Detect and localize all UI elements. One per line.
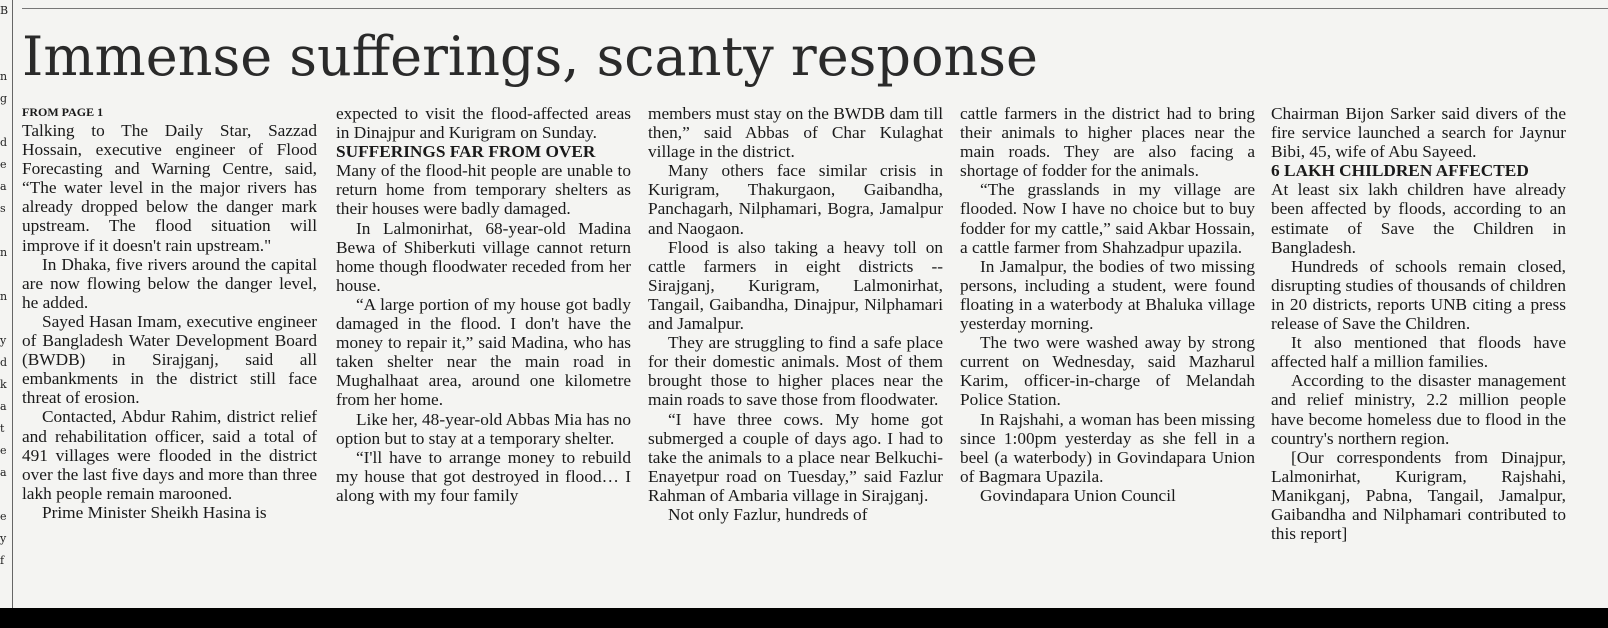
prev-column-fragment: e — [0, 510, 7, 523]
article-paragraph: Flood is also taking a heavy toll on cattle farmers in eight districts -- Sirajganj, Kurigram, Lalmonirhat, Tangail, Gaibandha, Dinajpur, Nilphamari and Jamalpur. — [648, 237, 943, 334]
article-paragraph: [Our correspondents from Dinajpur, Lalmonirhat, Kurigram, Rajshahi, Manikganj, Pabna, Tangail, Jamalpur, Gaibandha and Nilphamari contributed to this report] — [1271, 447, 1566, 544]
article-paragraph: Govindapara Union Council — [980, 485, 1176, 505]
bottom-bar — [0, 608, 1608, 628]
prev-column-fragment — [0, 22, 8, 44]
article-paragraph: Not only Fazlur, hundreds of — [668, 504, 868, 524]
headline: Immense sufferings, scanty response — [22, 25, 1038, 88]
previous-article-edge — [0, 0, 8, 628]
article-column-3 — [648, 104, 943, 608]
article-paragraph: “I'll have to arrange money to rebuild my house that got destroyed in flood… I along with my four family — [336, 447, 631, 505]
article-paragraph: In Jamalpur, the bodies of two missing persons, including a student, were found floating in a waterbody at Bhaluka village yesterday morning. — [960, 256, 1255, 334]
prev-column-fragment: a — [0, 400, 7, 413]
article-paragraph: Chairman Bijon Sarker said divers of the fire service launched a search for Jaynur Bibi, 45, wife of Abu Sayeed. — [1271, 104, 1566, 162]
prev-column-fragment: d — [0, 356, 8, 369]
prev-column-fragment: a — [0, 180, 7, 193]
section-subhead: 6 LAKH CHILDREN AFFECTED — [1271, 161, 1529, 181]
jump-kicker: FROM PAGE 1 — [22, 106, 104, 119]
article-paragraph: members must stay on the BWDB dam till then,” said Abbas of Char Kulaghat village in the district. — [648, 104, 943, 162]
prev-column-fragment: d — [0, 136, 8, 149]
article-paragraph: According to the disaster management and relief ministry, 2.2 million people have become homeless due to flood in the country's northern region. — [1271, 371, 1566, 448]
article-column-1 — [22, 106, 317, 610]
prev-column-fragment: t — [0, 422, 5, 435]
article-paragraph: At least six lakh children have already been affected by floods, according to an estimate of Save the Children in Bangladesh. — [1271, 180, 1566, 257]
top-rule — [22, 8, 1608, 9]
prev-column-fragment: B — [0, 4, 8, 17]
article-paragraph: It also mentioned that floods have affected half a million families. — [1271, 333, 1566, 372]
article-paragraph: “I have three cows. My home got submerged a couple of days ago. I had to take the animals to a place near Belkuchi-Enayetpur road on Tuesday,” said Fazlur Rahman of Ambaria village in Sirajganj. — [648, 409, 943, 505]
prev-column-fragment: n — [0, 70, 8, 83]
prev-column-fragment: e — [0, 158, 7, 171]
article-paragraph: Hundreds of schools remain closed, disrupting studies of thousands of children in 20 districts, reports UNB citing a press release of Save the Children. — [1271, 256, 1566, 334]
article-paragraph: The two were washed away by strong current on Wednesday, said Mazharul Karim, officer-in-charge of Melandah Police Station. — [960, 333, 1255, 410]
prev-column-fragment: s — [0, 202, 6, 215]
article-paragraph: In Lalmonirhat, 68-year-old Madina Bewa of Shiberkuti village cannot return home though floodwater receded from her house. — [336, 218, 631, 295]
article-paragraph: Talking to The Daily Star, Sazzad Hossain, executive engineer of Flood Forecasting and Warning Centre, said, “The water level in the major rivers has already dropped below the danger mark upstream. The flood situation will improve if it doesn't rain upstream." — [22, 121, 317, 255]
prev-column-fragment — [0, 308, 8, 330]
prev-column-fragment: n — [0, 246, 8, 259]
article-column-4 — [960, 104, 1255, 608]
article-paragraph: In Dhaka, five rivers around the capital are now flowing below the danger level, he added. — [22, 254, 317, 312]
prev-column-fragment: e — [0, 444, 7, 457]
article-column-5 — [1271, 104, 1566, 608]
prev-column-fragment: f — [0, 554, 5, 567]
article-paragraph: “A large portion of my house got badly damaged in the flood. I don't have the money to repair it,” said Madina, who has taken shelter near the main road in Mughalhaat area, around one kilometre from her home. — [336, 294, 631, 410]
section-subhead: SUFFERINGS FAR FROM OVER — [336, 142, 596, 162]
article-paragraph: Like her, 48-year-old Abbas Mia has no option but to stay at a temporary shelter. — [336, 409, 631, 448]
prev-column-fragment — [0, 220, 8, 242]
prev-column-fragment: y — [0, 532, 7, 545]
prev-column-fragment: a — [0, 466, 7, 479]
article-paragraph: “The grasslands in my village are flooded. Now I have no choice but to buy fodder for my cattle,” said Akbar Hossain, a cattle farmer from Shahzadpur upazila. — [960, 180, 1255, 257]
article-paragraph: Many others face similar crisis in Kurigram, Thakurgaon, Gaibandha, Panchagarh, Nilphamari, Bogra, Jamalpur and Naogaon. — [648, 161, 943, 238]
article-paragraph: Many of the flood-hit people are unable to return home from temporary shelters as their houses were badly damaged. — [336, 161, 631, 219]
prev-column-fragment: y — [0, 334, 7, 347]
prev-column-fragment: n — [0, 290, 8, 303]
prev-column-fragment: g — [0, 92, 8, 105]
article-paragraph: Sayed Hasan Imam, executive engineer of Bangladesh Water Development Board (BWDB) in Sirajganj, said all embankments in the district still face threat of erosion. — [22, 311, 317, 408]
prev-column-fragment — [0, 484, 8, 506]
article-paragraph: cattle farmers in the district had to bring their animals to higher places near the main roads. They are also facing a shortage of fodder for the animals. — [960, 104, 1255, 181]
prev-column-fragment — [0, 44, 8, 66]
article-paragraph: They are struggling to find a safe place for their domestic animals. Most of them brought those to higher places near the main roads to save those from floodwater. — [648, 333, 943, 410]
article-paragraph: In Rajshahi, a woman has been missing since 1:00pm yesterday as she fell in a beel (a waterbody) in Govindapara Union of Bagmara Upazila. — [960, 409, 1255, 486]
article-paragraph: expected to visit the flood-affected areas in Dinajpur and Kurigram on Sunday. — [336, 104, 631, 143]
article-paragraph: Contacted, Abdur Rahim, district relief and rehabilitation officer, said a total of 491 villages were flooded in the district over the last five days and more than three lakh people remain marooned. — [22, 407, 317, 503]
prev-column-fragment: k — [0, 378, 7, 391]
prev-column-fragment — [0, 110, 8, 132]
column-divider — [12, 0, 13, 628]
article-paragraph: Prime Minister Sheikh Hasina is — [42, 502, 267, 522]
prev-column-fragment — [0, 264, 8, 286]
article-column-2 — [336, 104, 631, 608]
